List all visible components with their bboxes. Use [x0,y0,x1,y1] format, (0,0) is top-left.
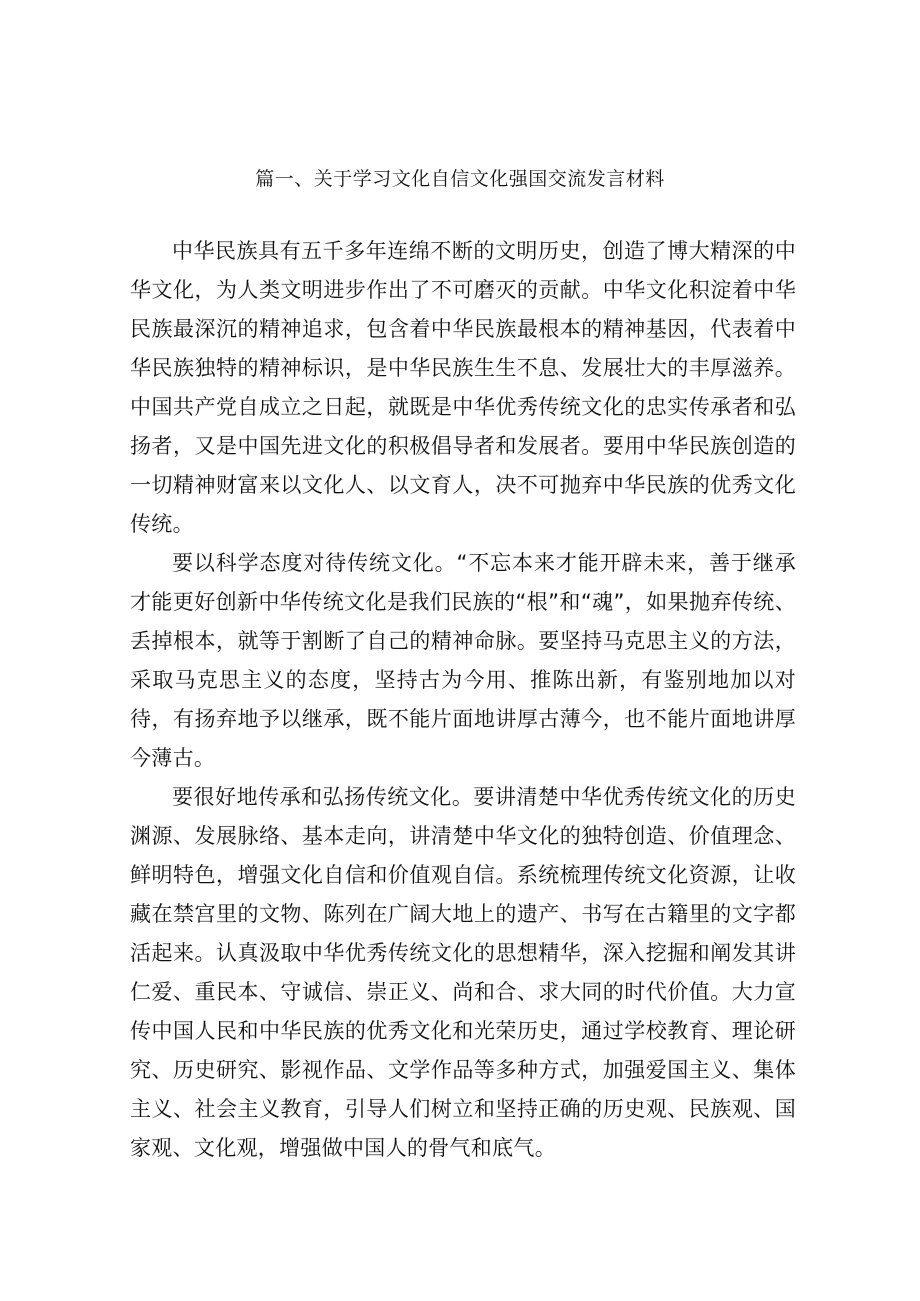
paragraph-3: 要很好地传承和弘扬传统文化。要讲清楚中华优秀传统文化的历史渊源、发展脉络、基本走向，讲清楚中华文化的独特创造、价值理念、鲜明特色，增强文化自信和价值观自信。系统梳理传统文化资源，让收藏在禁宫里的文物、陈列在广阔大地上的遗产、书写在古籍里的文字都活起来。认真汲取中华优秀传统文化的思想精华，深入挖掘和阐发其讲仁爱、重民本、守诚信、崇正义、尚和合、求大同的时代价值。大力宣传中国人民和中华民族的优秀文化和光荣历史，通过学校教育、理论研究、历史研究、影视作品、文学作品等多种方式，加强爱国主义、集体主义、社会主义教育，引导人们树立和坚持正确的历史观、民族观、国家观、文化观，增强做中国人的骨气和底气。 [130,785,796,1160]
document-body [130,232,796,1168]
paragraph-2: 要以科学态度对待传统文化。“不忘本来才能开辟未来，善于继承才能更好创新中华传统文化是我们民族的“根”和“魂”，如果抛弃传统、丢掉根本，就等于割断了自己的精神命脉。要坚持马克思主义的方法，采取马克思主义的态度，坚持古为今用、推陈出新，有鉴别地加以对待，有扬弃地予以继承，既不能片面地讲厚古薄今，也不能片面地讲厚今薄古。 [130,551,796,770]
paragraph-1: 中华民族具有五千多年连绵不断的文明历史，创造了博大精深的中华文化，为人类文明进步作出了不可磨灭的贡献。中华文化积淀着中华民族最深沉的精神追求，包含着中华民族最根本的精神基因，代表着中华民族独特的精神标识，是中华民族生生不息、发展壮大的丰厚滋养。中国共产党自成立之日起，就既是中华优秀传统文化的忠实传承者和弘扬者，又是中国先进文化的积极倡导者和发展者。要用中华民族创造的一切精神财富来以文化人、以文育人，决不可抛弃中华民族的优秀文化传统。 [130,239,796,536]
document-title: 篇一、关于学习文化自信文化强国交流发言材料 [255,168,665,190]
